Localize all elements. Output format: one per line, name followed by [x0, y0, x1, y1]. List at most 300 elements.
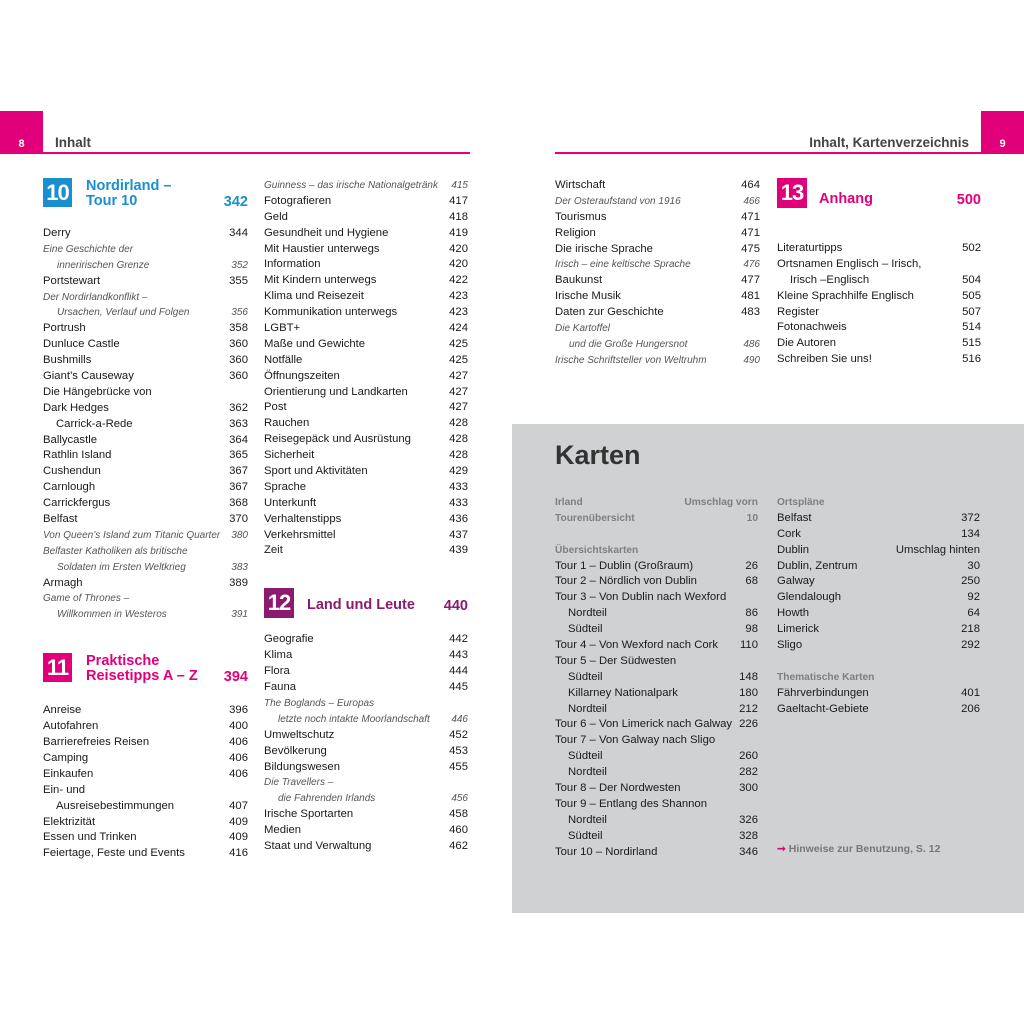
- toc-entry[interactable]: [264, 337, 468, 353]
- map-entry-title: Südteil: [568, 829, 603, 842]
- toc-entry[interactable]: [264, 416, 468, 432]
- map-entry-page: 148: [739, 670, 758, 683]
- toc-entry[interactable]: [777, 336, 981, 352]
- toc-entry-title: Barrierefreies Reisen: [43, 736, 150, 749]
- toc-entry[interactable]: [264, 791, 468, 807]
- map-index-column-1: [555, 495, 758, 860]
- toc-entry-page: 490: [743, 354, 760, 366]
- toc-entry-title: Kommunikation unterwegs: [264, 306, 398, 319]
- toc-entry[interactable]: [264, 760, 468, 776]
- map-entry-title: Cork: [777, 527, 801, 540]
- toc-entry-page: 364: [229, 433, 248, 446]
- toc-entry[interactable]: [264, 775, 468, 791]
- toc-entry[interactable]: [43, 242, 248, 258]
- toc-entry-title: Anreise: [43, 704, 82, 717]
- toc-entry-page: 425: [449, 337, 468, 350]
- map-entry-page: 250: [961, 575, 980, 588]
- toc-entry[interactable]: [264, 226, 468, 242]
- toc-entry[interactable]: [43, 290, 248, 306]
- toc-entry[interactable]: [43, 783, 248, 799]
- toc-entry[interactable]: [43, 607, 248, 623]
- toc-entry-page: 422: [449, 274, 468, 287]
- toc-entry[interactable]: [43, 448, 248, 464]
- toc-entry[interactable]: [264, 744, 468, 760]
- map-entry-title: Limerick: [777, 623, 820, 636]
- map-entry-page: 10: [746, 512, 758, 524]
- map-entry-page: 226: [739, 718, 758, 731]
- toc-entry[interactable]: [264, 257, 468, 273]
- toc-entry-page: 425: [449, 353, 468, 366]
- toc-column-2: [264, 178, 468, 855]
- map-entry-page: 134: [961, 527, 980, 540]
- page-number: 8: [18, 138, 25, 150]
- toc-entry-title: Daten zur Geschichte: [555, 306, 664, 319]
- toc-entry-page: 415: [451, 180, 468, 191]
- toc-entry-title: The Boglands – Europas: [264, 697, 375, 709]
- toc-entry[interactable]: [43, 576, 248, 592]
- map-entry[interactable]: [777, 622, 980, 638]
- map-entry-page: 372: [961, 511, 980, 524]
- toc-entry-page: 442: [449, 633, 468, 646]
- toc-entry-title: Orientierung und Landkarten: [264, 385, 408, 398]
- toc-entry-title: Ballycastle: [43, 433, 97, 446]
- toc-entry[interactable]: [264, 400, 468, 416]
- toc-entry-page: 464: [741, 179, 760, 191]
- toc-entry[interactable]: [264, 512, 468, 528]
- toc-entry-page: 458: [449, 808, 468, 821]
- toc-entry-page: 355: [229, 274, 248, 287]
- toc-entry[interactable]: [43, 353, 248, 369]
- toc-entry[interactable]: [43, 846, 248, 862]
- toc-entry[interactable]: [555, 226, 760, 242]
- toc-entry-page: 433: [449, 496, 468, 509]
- toc-entry[interactable]: [43, 337, 248, 353]
- toc-entry[interactable]: [555, 178, 760, 194]
- toc-entry[interactable]: [43, 591, 248, 607]
- map-entry-page: 92: [967, 591, 980, 604]
- toc-entry-page: 391: [231, 609, 248, 621]
- toc-entry-title: Sicherheit: [264, 449, 315, 462]
- toc-entry[interactable]: [777, 289, 981, 305]
- toc-entry-title: Sprache: [264, 480, 307, 493]
- toc-entry[interactable]: [43, 544, 248, 560]
- page-number-tab-right: [981, 111, 1024, 154]
- toc-entry[interactable]: [555, 210, 760, 226]
- toc-entry-title: Die Autoren: [777, 337, 837, 350]
- map-entry-page: 86: [745, 607, 758, 620]
- map-entry-title: Tour 4 – Von Wexford nach Cork: [555, 639, 719, 652]
- toc-entry[interactable]: [264, 289, 468, 305]
- toc-entry-page: 400: [229, 720, 248, 733]
- map-entry[interactable]: [555, 797, 758, 813]
- toc-entry[interactable]: [43, 480, 248, 496]
- toc-entry-title: Guinness – das irische Nationalgetränk: [264, 180, 438, 191]
- toc-entry[interactable]: [43, 274, 248, 290]
- toc-entry-page: 455: [449, 760, 468, 773]
- map-entry-title: Tour 8 – Der Nordwesten: [555, 782, 681, 795]
- chapter-10-heading[interactable]: [43, 178, 248, 226]
- toc-entry[interactable]: [264, 496, 468, 512]
- map-entry[interactable]: [777, 511, 980, 527]
- toc-entry[interactable]: [43, 496, 248, 512]
- toc-entry-page: 481: [741, 290, 760, 303]
- arrow-icon: ➞: [777, 843, 786, 855]
- map-entry-title: Belfast: [777, 511, 812, 524]
- toc-entry-title: Der Osteraufstand von 1916: [555, 195, 681, 207]
- map-entry[interactable]: [555, 574, 758, 590]
- toc-entry[interactable]: [43, 799, 248, 815]
- header-rule-right: [555, 152, 981, 154]
- chapter-number-badge: 13: [777, 178, 807, 208]
- map-entry-title: Tour 10 – Nordirland: [555, 845, 658, 858]
- chapter-title: Nordirland – Tour 10: [86, 178, 172, 209]
- map-entry[interactable]: [777, 574, 980, 590]
- toc-entry-title: Post: [264, 401, 287, 414]
- toc-entry-title: Rathlin Island: [43, 449, 112, 462]
- toc-entry[interactable]: [43, 464, 248, 480]
- toc-entry-page: 380: [231, 529, 248, 541]
- toc-entry-page: 502: [962, 242, 981, 254]
- toc-entry[interactable]: [555, 242, 760, 258]
- toc-entry[interactable]: [264, 210, 468, 226]
- toc-entry-page: 356: [231, 307, 248, 319]
- map-entry-title: Tour 1 – Dublin (Großraum): [555, 559, 694, 572]
- map-entry-title: Tour 7 – Von Galway nach Sligo: [555, 734, 716, 747]
- toc-entry-title: Register: [777, 305, 820, 318]
- toc-entry[interactable]: [555, 321, 760, 337]
- toc-entry[interactable]: [264, 369, 468, 385]
- toc-entry[interactable]: [264, 648, 468, 664]
- toc-entry-page: 456: [451, 793, 468, 805]
- map-entry-page: 326: [739, 813, 758, 826]
- toc-entry[interactable]: [777, 305, 981, 321]
- toc-entry[interactable]: [264, 305, 468, 321]
- chapter-title: Anhang: [819, 191, 873, 207]
- toc-entry-page: 409: [229, 831, 248, 844]
- chapter-page: 394: [223, 669, 248, 686]
- toc-entry[interactable]: [43, 433, 248, 449]
- toc-entry-title: Mit Haustier unterwegs: [264, 242, 380, 255]
- toc-entry[interactable]: [555, 289, 760, 305]
- map-entry[interactable]: [555, 845, 758, 861]
- toc-entry-page: 365: [229, 449, 248, 462]
- toc-entry[interactable]: [264, 632, 468, 648]
- toc-entry-page: 471: [741, 210, 760, 223]
- map-entry[interactable]: [555, 638, 758, 654]
- map-entry[interactable]: [777, 559, 980, 575]
- map-entry-title: Tourenübersicht: [555, 512, 635, 524]
- toc-entry-title: Bushmills: [43, 354, 92, 367]
- map-entry[interactable]: [555, 733, 758, 749]
- toc-entry[interactable]: [264, 464, 468, 480]
- map-entry-page: 401: [961, 686, 980, 699]
- toc-entry-page: 475: [741, 242, 760, 255]
- toc-entry[interactable]: [555, 353, 760, 369]
- map-entry[interactable]: [555, 622, 758, 638]
- toc-entry-title: Fotonachweis: [777, 321, 847, 334]
- toc-entry[interactable]: [43, 830, 248, 846]
- map-entry[interactable]: [555, 559, 758, 575]
- toc-entry-title: Portrush: [43, 322, 86, 335]
- toc-entry-title: Dark Hedges: [43, 401, 109, 414]
- toc-entry-title: Mit Kindern unterwegs: [264, 274, 377, 287]
- map-entry-title: Glendalough: [777, 591, 842, 604]
- toc-entry-page: 409: [229, 815, 248, 828]
- toc-entry-title: Sport und Aktivitäten: [264, 465, 368, 478]
- toc-entry[interactable]: [555, 273, 760, 289]
- toc-entry[interactable]: [43, 385, 248, 401]
- toc-entry-title: Medien: [264, 824, 302, 837]
- toc-entry[interactable]: [264, 839, 468, 855]
- map-entry-title: Gaeltacht-Gebiete: [777, 702, 869, 715]
- toc-entry-page: 471: [741, 226, 760, 239]
- toc-entry-title: Geld: [264, 210, 288, 223]
- toc-entry-title: Belfaster Katholiken als britische: [43, 545, 188, 557]
- map-entry[interactable]: [555, 765, 758, 781]
- toc-entry-page: 389: [229, 576, 248, 589]
- toc-entry[interactable]: [264, 385, 468, 401]
- toc-entry-title: Eine Geschichte der: [43, 243, 134, 255]
- toc-entry-page: 360: [229, 370, 248, 383]
- toc-entry-page: 407: [229, 799, 248, 812]
- toc-entry-title: Maße und Gewichte: [264, 337, 366, 350]
- toc-entry-page: 396: [229, 704, 248, 717]
- toc-entry[interactable]: [43, 401, 248, 417]
- toc-entry-title: Verkehrsmittel: [264, 528, 336, 541]
- toc-entry[interactable]: [43, 512, 248, 528]
- toc-entry[interactable]: [43, 560, 248, 576]
- chapter-12-heading[interactable]: [264, 588, 468, 632]
- toc-entry[interactable]: [264, 353, 468, 369]
- toc-entry[interactable]: [264, 528, 468, 544]
- map-entry-title: Galway: [777, 575, 815, 588]
- map-entry[interactable]: [777, 590, 980, 606]
- toc-entry[interactable]: [43, 735, 248, 751]
- toc-column-4: [777, 178, 981, 368]
- chapter-title: Praktische Reisetipps A – Z: [86, 653, 198, 685]
- toc-entry-page: 420: [449, 258, 468, 271]
- toc-entry[interactable]: [43, 369, 248, 385]
- map-entry[interactable]: [555, 749, 758, 765]
- map-entry-page: 300: [739, 782, 758, 795]
- toc-entry[interactable]: [264, 696, 468, 712]
- toc-entry-title: Baukunst: [555, 274, 603, 287]
- toc-entry-title: Ausreisebestimmungen: [56, 799, 175, 812]
- map-entry[interactable]: [555, 511, 758, 527]
- toc-entry-page: 452: [449, 728, 468, 741]
- map-entry-page: 26: [745, 559, 758, 572]
- toc-entry-page: 423: [449, 290, 468, 303]
- toc-entry[interactable]: [43, 528, 248, 544]
- map-entry-page: 206: [961, 702, 980, 715]
- chapter-page: 342: [223, 194, 248, 210]
- toc-entry-title: LGBT+: [264, 322, 301, 335]
- map-entry-title: Tour 5 – Der Südwesten: [555, 654, 677, 667]
- toc-entry-page: 439: [449, 544, 468, 557]
- usage-hint-text: Hinweise zur Benutzung, S. 12: [788, 843, 941, 855]
- map-entry[interactable]: [555, 717, 758, 733]
- toc-entry-page: 367: [229, 465, 248, 478]
- toc-entry-title: Cushendun: [43, 465, 101, 478]
- chapter-13-heading[interactable]: [777, 178, 981, 241]
- toc-entry[interactable]: [264, 480, 468, 496]
- toc-entry[interactable]: [264, 178, 468, 194]
- toc-entry[interactable]: [43, 815, 248, 831]
- toc-entry[interactable]: [555, 257, 760, 273]
- toc-entry[interactable]: [43, 751, 248, 767]
- toc-entry-page: 370: [229, 513, 248, 526]
- map-entry[interactable]: [777, 686, 980, 702]
- toc-entry[interactable]: [43, 703, 248, 719]
- toc-entry-page: 446: [451, 713, 468, 725]
- toc-entry[interactable]: [555, 337, 760, 353]
- toc-entry[interactable]: [264, 664, 468, 680]
- running-head-left: Inhalt: [55, 135, 91, 150]
- toc-entry-title: Der Nordirlandkonflikt –: [43, 291, 148, 303]
- map-entry-page: 68: [745, 575, 758, 588]
- toc-entry-title: Ein- und: [43, 783, 86, 796]
- toc-list: [555, 178, 760, 369]
- toc-entry-page: 505: [962, 289, 981, 302]
- chapter-11-heading[interactable]: [43, 653, 248, 703]
- toc-entry-title: Carnlough: [43, 481, 96, 494]
- page-number: 9: [999, 138, 1006, 150]
- map-entry-title: Tour 6 – Von Limerick nach Galway: [555, 718, 733, 731]
- toc-entry-page: 368: [229, 497, 248, 510]
- toc-entry-title: Die Travellers –: [264, 777, 334, 789]
- toc-entry[interactable]: [43, 321, 248, 337]
- toc-entry-title: Feiertage, Feste und Events: [43, 847, 185, 860]
- toc-entry[interactable]: [264, 807, 468, 823]
- toc-entry-title: Essen und Trinken: [43, 831, 137, 844]
- toc-entry-page: 462: [449, 839, 468, 852]
- toc-entry[interactable]: [264, 543, 468, 559]
- toc-entry[interactable]: [264, 728, 468, 744]
- map-entry-title: Südteil: [568, 623, 603, 636]
- toc-entry-page: 367: [229, 481, 248, 494]
- map-entry-title: Nordteil: [568, 702, 607, 715]
- map-entry[interactable]: [555, 495, 758, 511]
- toc-entry-title: Fauna: [264, 681, 297, 694]
- map-entry-page: 30: [967, 559, 980, 572]
- toc-entry-title: Umweltschutz: [264, 728, 335, 741]
- toc-entry[interactable]: [264, 432, 468, 448]
- toc-entry-page: 504: [962, 273, 981, 286]
- toc-column-1: [43, 178, 248, 862]
- map-entry[interactable]: [777, 606, 980, 622]
- map-entry[interactable]: [555, 590, 758, 606]
- map-entry[interactable]: [777, 527, 980, 543]
- toc-entry-title: Carrick-a-Rede: [56, 417, 133, 430]
- map-entry[interactable]: [777, 543, 980, 559]
- toc-entry-title: Von Queen’s Island zum Titanic Quarter: [43, 529, 221, 541]
- chapter-number-badge: 11: [43, 653, 72, 682]
- toc-entry[interactable]: [43, 719, 248, 735]
- toc-entry-page: 424: [449, 322, 468, 335]
- map-entry[interactable]: [555, 829, 758, 845]
- toc-entry[interactable]: [264, 448, 468, 464]
- map-entry[interactable]: [777, 638, 980, 654]
- header-rule-left: [43, 152, 470, 154]
- toc-entry[interactable]: [777, 241, 981, 257]
- toc-entry[interactable]: [777, 352, 981, 368]
- toc-entry-page: 436: [449, 512, 468, 525]
- toc-entry-page: 507: [962, 305, 981, 318]
- toc-entry[interactable]: [43, 767, 248, 783]
- toc-entry[interactable]: [264, 712, 468, 728]
- toc-entry-title: Unterkunft: [264, 496, 317, 509]
- toc-entry[interactable]: [264, 242, 468, 258]
- map-entry[interactable]: [555, 781, 758, 797]
- toc-entry[interactable]: [43, 417, 248, 433]
- map-entry-title: Dublin: [777, 543, 810, 556]
- toc-entry[interactable]: [264, 194, 468, 210]
- toc-entry-title: Bildungswesen: [264, 760, 340, 773]
- map-entry-title: Tour 2 – Nördlich von Dublin: [555, 575, 697, 588]
- toc-entry[interactable]: [555, 194, 760, 210]
- map-entry[interactable]: [555, 813, 758, 829]
- toc-entry[interactable]: [43, 305, 248, 321]
- map-entry[interactable]: [555, 654, 758, 670]
- toc-list: [264, 178, 468, 559]
- toc-entry[interactable]: [264, 321, 468, 337]
- toc-entry[interactable]: [777, 257, 981, 273]
- toc-entry[interactable]: [264, 680, 468, 696]
- toc-entry[interactable]: [43, 258, 248, 274]
- toc-entry[interactable]: [555, 305, 760, 321]
- map-entry-title: Sligo: [777, 639, 803, 652]
- toc-entry[interactable]: [264, 823, 468, 839]
- toc-entry-title: Irische Sportarten: [264, 808, 354, 821]
- toc-entry-page: 444: [449, 665, 468, 678]
- toc-list: [264, 632, 468, 854]
- toc-entry-title: Dunluce Castle: [43, 338, 120, 351]
- map-entry-page: 260: [739, 750, 758, 763]
- toc-entry[interactable]: [264, 273, 468, 289]
- toc-entry-title: Derry: [43, 227, 71, 239]
- map-entry[interactable]: [555, 686, 758, 702]
- toc-entry-page: 383: [231, 561, 248, 573]
- toc-entry[interactable]: [43, 226, 248, 242]
- map-entry[interactable]: [555, 670, 758, 686]
- map-entry[interactable]: [777, 702, 980, 718]
- map-entry-title: Fährverbindungen: [777, 686, 869, 699]
- map-section-heading: Thematische Karten: [777, 671, 875, 683]
- toc-entry-title: Öffnungszeiten: [264, 369, 340, 382]
- toc-entry-title: Ursachen, Verlauf und Folgen: [57, 307, 190, 319]
- toc-entry[interactable]: [777, 320, 981, 336]
- toc-entry-title: Irisch –Englisch: [790, 273, 870, 286]
- toc-entry-title: Ortsnamen Englisch – Irisch,: [777, 257, 922, 270]
- toc-entry-page: 352: [231, 259, 248, 271]
- toc-entry-title: Portstewart: [43, 274, 101, 287]
- toc-entry[interactable]: [777, 273, 981, 289]
- toc-entry-title: Verhaltenstipps: [264, 512, 342, 525]
- toc-column-3: [555, 178, 760, 369]
- toc-entry-page: 428: [449, 417, 468, 430]
- usage-hint[interactable]: [777, 843, 940, 855]
- toc-entry-title: Religion: [555, 226, 596, 239]
- map-entry[interactable]: [555, 702, 758, 718]
- toc-entry-title: Armagh: [43, 576, 83, 589]
- toc-entry-title: Game of Thrones –: [43, 593, 130, 605]
- map-entry-page: 218: [961, 623, 980, 636]
- map-entry[interactable]: [555, 606, 758, 622]
- map-entry-page: 180: [739, 686, 758, 699]
- chapter-title: Land und Leute: [307, 597, 415, 614]
- toc-entry-page: 514: [962, 321, 981, 334]
- map-entry-page: 292: [961, 639, 980, 652]
